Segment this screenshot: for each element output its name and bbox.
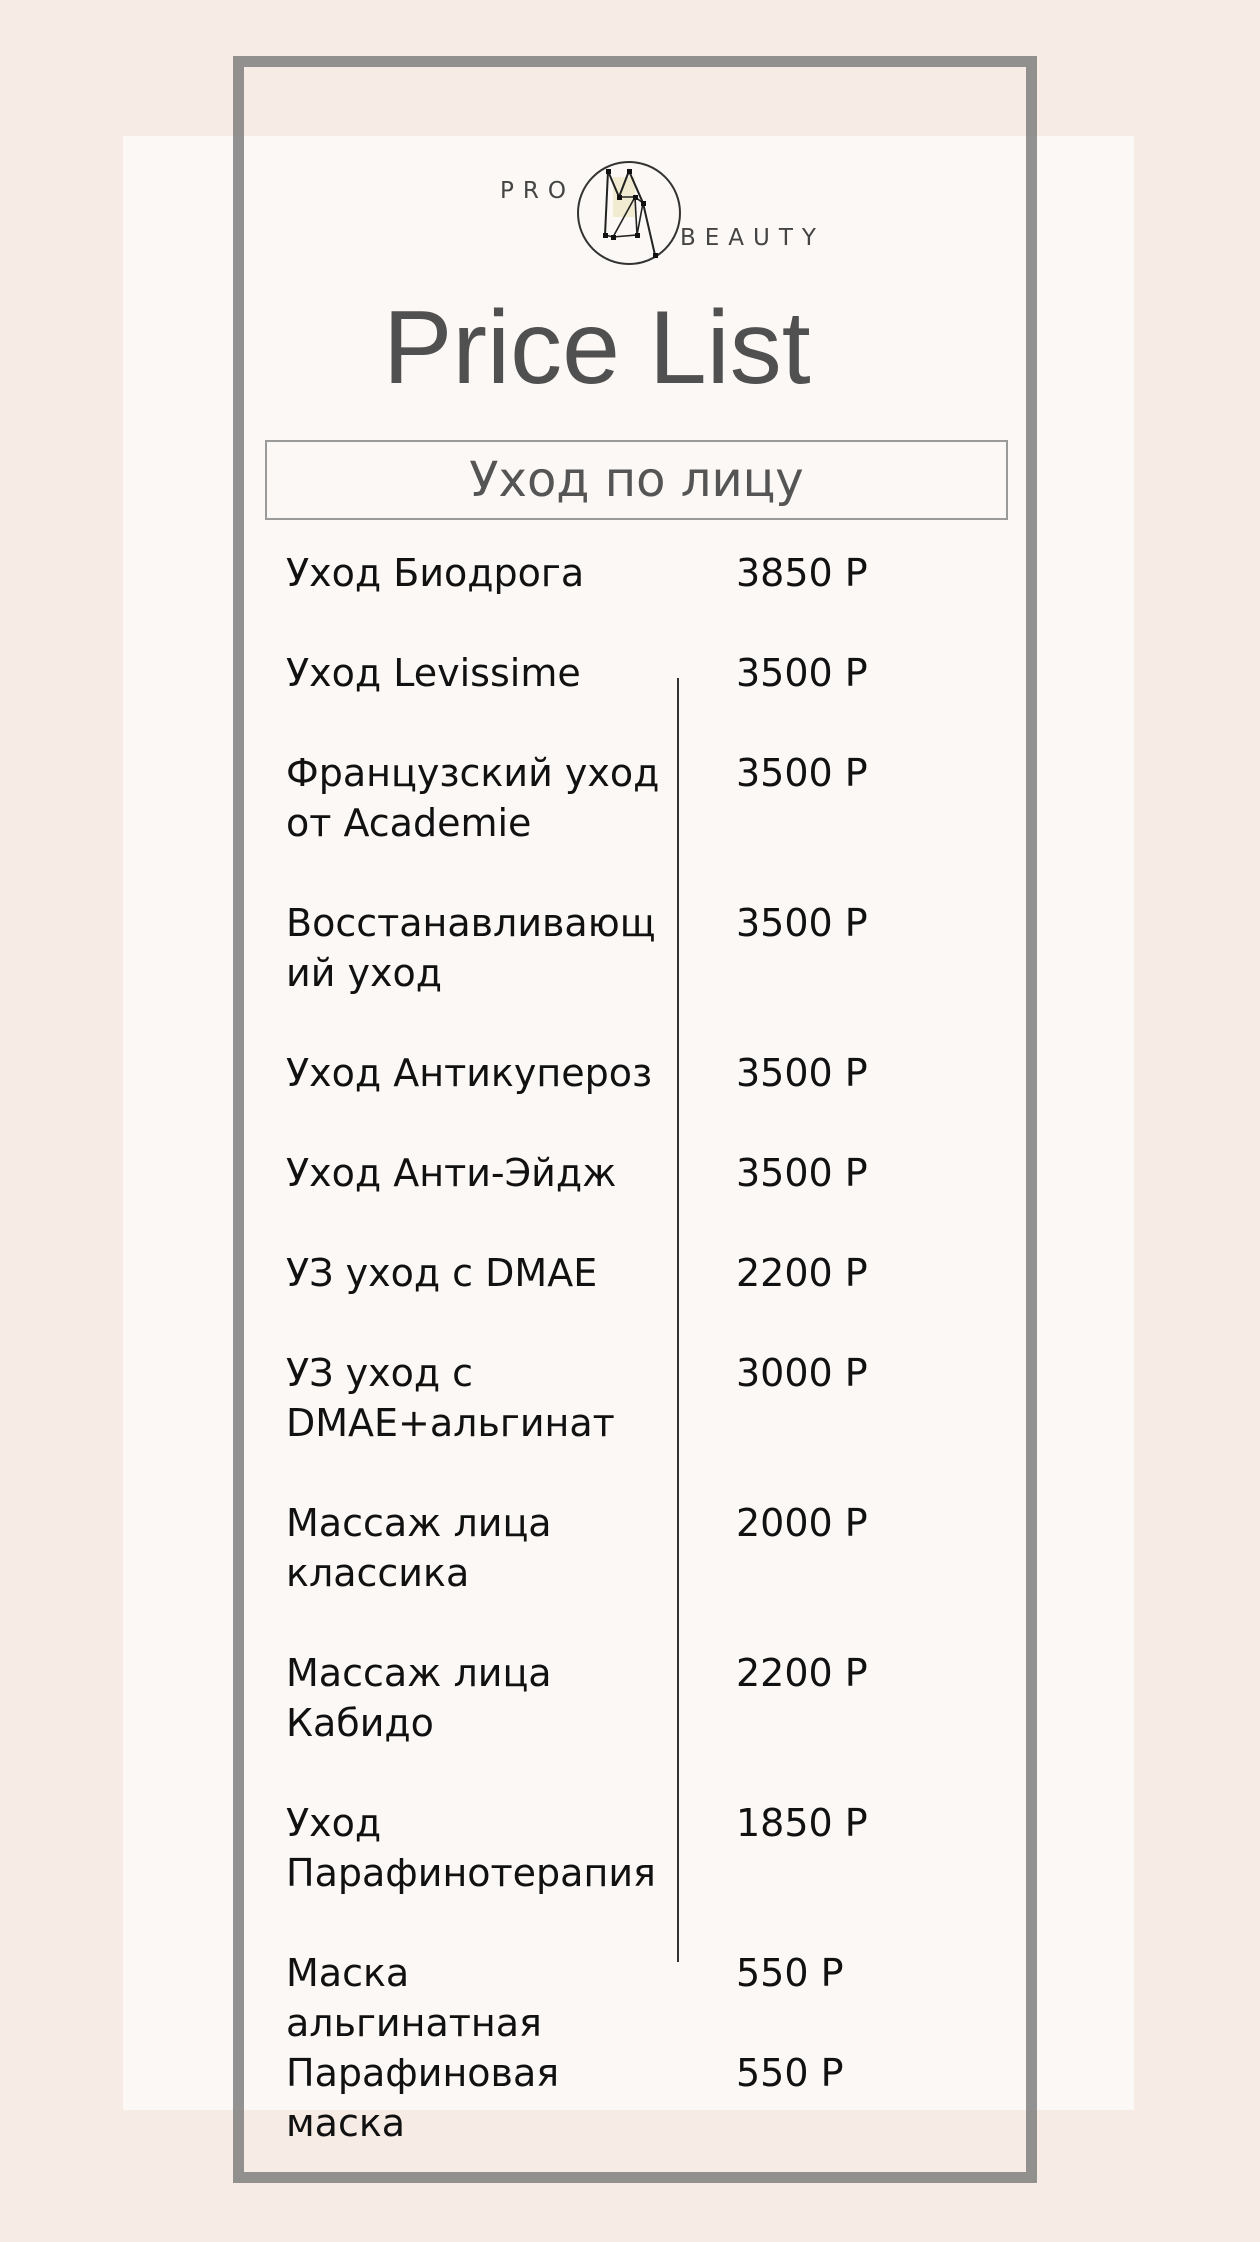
service-name: Массаж лица Кабидо [286,1651,552,1745]
service-price: 2200 Р [736,1651,868,1695]
service-name: Французский уход от Academie [286,751,660,845]
logo-text-beauty: BEAUTY [680,225,825,251]
service-price: 3000 Р [736,1351,868,1395]
service-price: 550 Р [736,2051,844,2095]
service-name: Уход Биодрога [286,551,585,595]
service-price: 1850 Р [736,1801,868,1845]
service-name: Массаж лица классика [286,1501,552,1595]
service-price: 3500 Р [736,1051,868,1095]
service-price: 3500 Р [736,651,868,695]
service-price: 3500 Р [736,1151,868,1195]
service-name: Парафиновая маска [286,2051,560,2145]
service-name: УЗ уход с DMAE [286,1251,598,1295]
service-price: 3500 Р [736,901,868,945]
service-price: 2200 Р [736,1251,868,1295]
service-name: УЗ уход с DMAE+альгинат [286,1351,615,1445]
service-price: 2000 Р [736,1501,868,1545]
service-name: Восстанавливающ ий уход [286,901,656,995]
service-price: 550 Р [736,1951,844,1995]
service-name: Уход Антикупероз [286,1051,653,1095]
page-title: Price List [383,290,811,406]
service-name: Уход Levissime [286,651,581,695]
section-header: Уход по лицу [265,440,1008,520]
service-name: Маска альгинатная [286,1951,542,2045]
service-price: 3500 Р [736,751,868,795]
logo-emblem-icon [575,157,685,267]
column-divider [677,678,679,1962]
service-name: Уход Анти-Эйдж [286,1151,617,1195]
logo-text-pro: PRO [500,178,575,204]
service-name: Уход Парафинотерапия [286,1801,656,1895]
service-price: 3850 Р [736,551,868,595]
brand-logo [500,152,830,272]
